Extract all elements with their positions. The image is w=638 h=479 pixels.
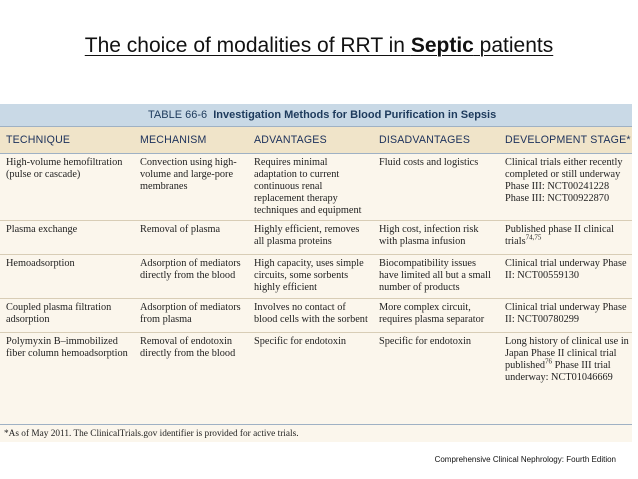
- header-development-stage: DEVELOPMENT STAGE*: [499, 127, 632, 154]
- stage-text: Long history of clinical use in Japan Phase II clinical trial published: [505, 336, 629, 371]
- header-technique: TECHNIQUE: [0, 127, 134, 154]
- stage-text: Published phase II clinical trials: [505, 224, 614, 247]
- cell-advantages: Specific for endotoxin: [248, 333, 373, 425]
- table-row: [0, 299, 632, 333]
- table-header-row: [0, 127, 632, 154]
- cell-disadvantages: High cost, infection risk with plasma infusion: [373, 221, 499, 255]
- slide-title: [0, 34, 638, 58]
- cell-stage: Clinical trials either recently completed or still underway Phase III: NCT00241228 Phase III: NCT00922870: [499, 154, 632, 221]
- cell-mechanism: Removal of endotoxin directly from the blood: [134, 333, 248, 425]
- cell-disadvantages: Specific for endotoxin: [373, 333, 499, 425]
- cell-technique: Plasma exchange: [0, 221, 134, 255]
- table-figure: [0, 104, 632, 442]
- slide-title-prefix: The choice of modalities of RRT in: [84, 34, 411, 57]
- cell-stage: Clinical trial underway Phase II: NCT00559130: [499, 255, 632, 299]
- reference-superscript: 74,75: [525, 233, 542, 242]
- cell-technique: Hemoadsorption: [0, 255, 134, 299]
- table-row: [0, 154, 632, 221]
- cell-technique: Polymyxin B–immobilized fiber column hemoadsorption: [0, 333, 134, 425]
- cell-advantages: High capacity, uses simple circuits, some sorbents highly efficient: [248, 255, 373, 299]
- cell-mechanism: Adsorption of mediators from plasma: [134, 299, 248, 333]
- methods-table: [0, 126, 632, 425]
- header-mechanism: MECHANISM: [134, 127, 248, 154]
- cell-advantages: Requires minimal adaptation to current continuous renal replacement therapy techniques and equipment: [248, 154, 373, 221]
- table-row: [0, 255, 632, 299]
- cell-technique: High-volume hemofiltration (pulse or cascade): [0, 154, 134, 221]
- table-footnote: *As of May 2011. The ClinicalTrials.gov identifier is provided for active trials.: [4, 429, 299, 439]
- cell-advantages: Highly efficient, removes all plasma proteins: [248, 221, 373, 255]
- header-advantages: ADVANTAGES: [248, 127, 373, 154]
- cell-advantages: Involves no contact of blood cells with the sorbent: [248, 299, 373, 333]
- reference-superscript: 76: [545, 357, 553, 366]
- cell-stage: [499, 221, 632, 255]
- cell-stage: Clinical trial underway Phase II: NCT00780299: [499, 299, 632, 333]
- cell-disadvantages: More complex circuit, requires plasma separator: [373, 299, 499, 333]
- cell-mechanism: Convection using high-volume and large-pore membranes: [134, 154, 248, 221]
- cell-technique: Coupled plasma filtration adsorption: [0, 299, 134, 333]
- header-disadvantages: DISADVANTAGES: [373, 127, 499, 154]
- source-citation: Comprehensive Clinical Nephrology: Fourth Edition: [434, 455, 616, 464]
- cell-stage: [499, 333, 632, 425]
- table-row: [0, 221, 632, 255]
- cell-disadvantages: Fluid costs and logistics: [373, 154, 499, 221]
- table-caption: [0, 104, 632, 126]
- slide-title-emphasis: Septic: [410, 34, 474, 57]
- cell-mechanism: Adsorption of mediators directly from the blood: [134, 255, 248, 299]
- stage-text-continued: Phase III trial underway: NCT01046669: [505, 360, 613, 383]
- cell-disadvantages: Biocompatibility issues have limited all but a small number of products: [373, 255, 499, 299]
- table-row: [0, 333, 632, 425]
- table-number: TABLE 66-6: [148, 109, 208, 121]
- table-caption-text: Investigation Methods for Blood Purification in Sepsis: [213, 109, 497, 121]
- cell-mechanism: Removal of plasma: [134, 221, 248, 255]
- slide-title-suffix: patients: [473, 34, 554, 57]
